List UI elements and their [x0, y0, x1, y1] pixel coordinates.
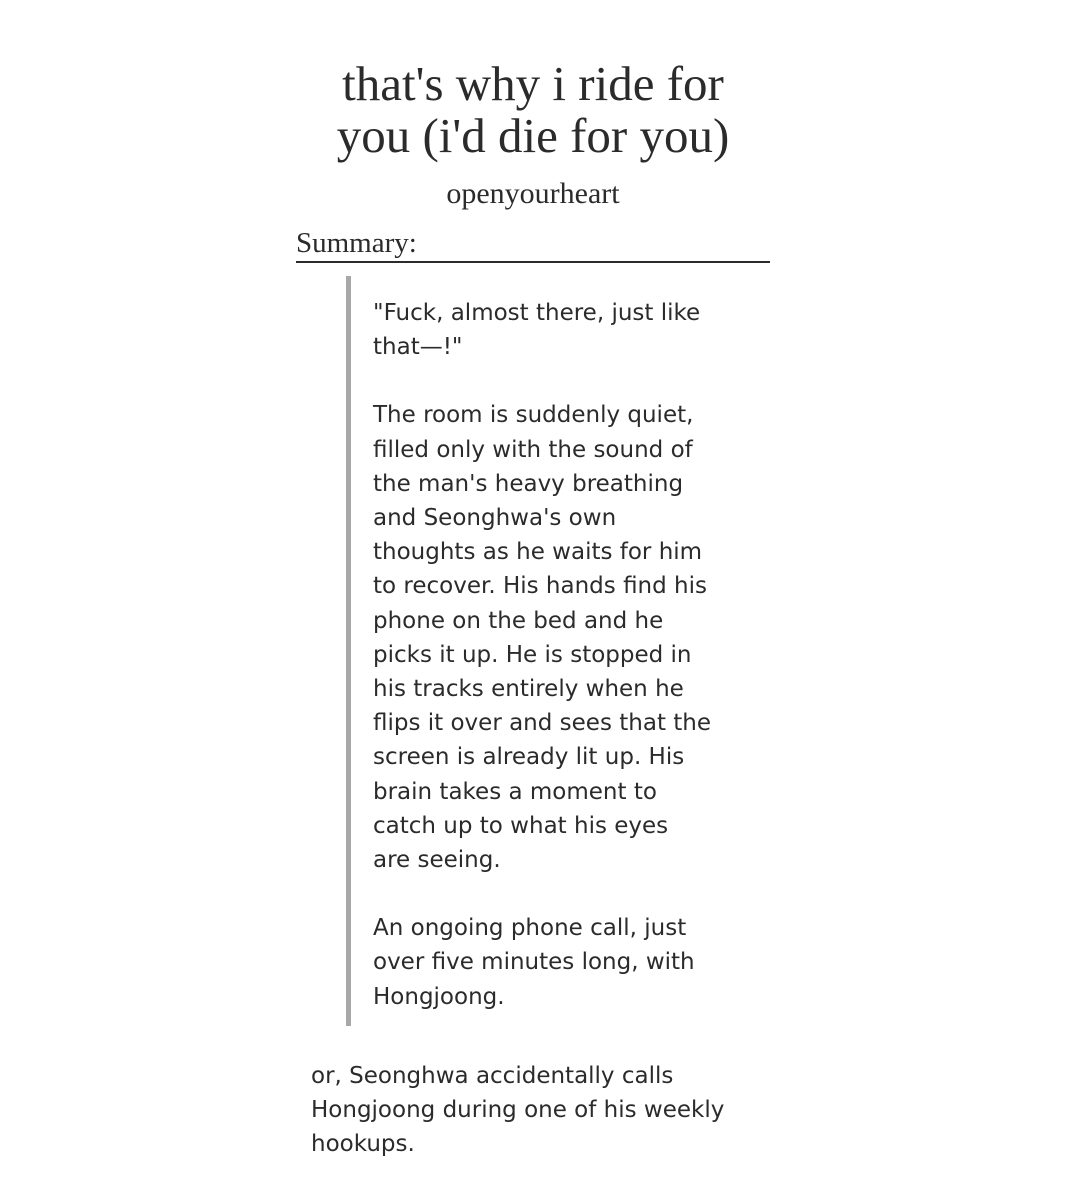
summary-paragraph: An ongoing phone call, just over five minutes long, with Hongjoong.	[373, 915, 695, 1010]
work-title: that's why i ride for you (i'd die for you)	[336, 56, 730, 163]
summary-text	[373, 296, 753, 1014]
summary-heading: Summary:	[296, 226, 770, 263]
summary-blockquote	[346, 276, 771, 1026]
summary-paragraph: "Fuck, almost there, just like that—!"	[373, 300, 701, 361]
author-link[interactable]: openyourheart	[446, 177, 620, 210]
summary-footer: or, Seonghwa accidentally calls Hongjoong during one of his weekly hookups.	[311, 1063, 725, 1158]
summary-paragraph: The room is suddenly quiet, filled only with the sound of the man's heavy breathing and Seonghwa's own thoughts as he waits for him to recover. His hands find his phone on the bed and he picks it up. He is stopped in his tracks entirely when he flips it over and sees that the screen is already lit up. His brain takes a moment to catch up to what his eyes are seeing.	[373, 402, 712, 874]
